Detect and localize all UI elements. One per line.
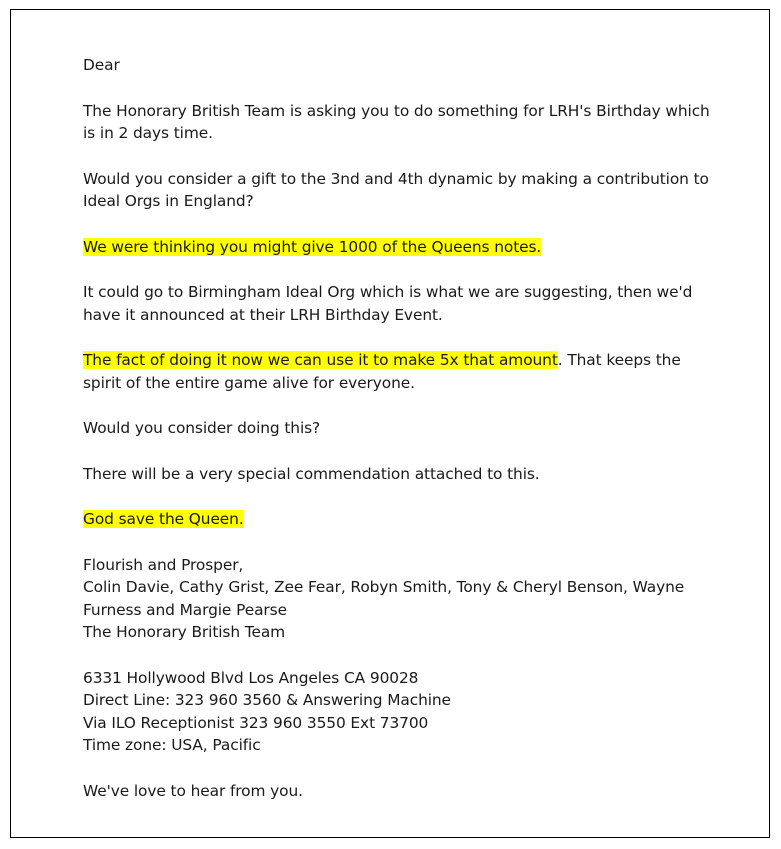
closing-line: We've love to hear from you. (83, 781, 303, 800)
salutation-text: Dear (83, 56, 120, 74)
paragraph-line: Would you consider doing this? (83, 419, 321, 437)
paragraph-text: . That keeps the (557, 351, 681, 369)
paragraph-birmingham (83, 281, 723, 326)
paragraph-request (83, 100, 723, 145)
paragraph-multiplier (83, 349, 723, 394)
paragraph-line: The Honorary British Team is asking you to do something for LRH's Birthday which (83, 101, 710, 120)
signatory-names: Furness and Margie Pearse (83, 600, 287, 619)
paragraph-line: have it announced at their LRH Birthday Event. (83, 305, 443, 324)
paragraph-line: Ideal Orgs in England? (83, 192, 254, 210)
receptionist-line: Via ILO Receptionist 323 960 3550 Ext 73700 (83, 713, 429, 732)
highlighted-text: God save the Queen. (83, 510, 244, 528)
highlighted-text: We were thinking you might give 1000 of the Queens notes. (83, 237, 542, 256)
final-line (83, 780, 723, 803)
paragraph-question (83, 417, 723, 440)
direct-line: Direct Line: 323 960 3560 & Answering Machine (83, 691, 451, 709)
closing: Flourish and Prosper, (83, 555, 244, 574)
team-name: The Honorary British Team (83, 623, 286, 641)
paragraph-commendation (83, 463, 723, 486)
paragraph-line: It could go to Birmingham Ideal Org which is what we are suggesting, then we'd (83, 283, 693, 301)
paragraph-line: There will be a very special commendation attached to this. (83, 464, 540, 483)
address: 6331 Hollywood Blvd Los Angeles CA 90028 (83, 668, 419, 687)
signatory-names: Colin Davie, Cathy Grist, Zee Fear, Robyn Smith, Tony & Cheryl Benson, Wayne (83, 578, 685, 596)
paragraph-line: Would you consider a gift to the 3nd and 4th dynamic by making a contribution to (83, 169, 709, 188)
highlighted-text: The fact of doing it now we can use it to make 5x that amount (83, 351, 558, 369)
contact-block (83, 667, 723, 757)
paragraph-amount (83, 236, 723, 259)
paragraph-gift (83, 168, 723, 213)
timezone: Time zone: USA, Pacific (83, 736, 261, 754)
document-page (10, 9, 770, 838)
signature-block (83, 554, 723, 644)
salutation (83, 54, 723, 77)
letter-body (83, 54, 723, 825)
paragraph-god-save (83, 508, 723, 531)
paragraph-line: is in 2 days time. (83, 124, 213, 142)
paragraph-line: spirit of the entire game alive for everyone. (83, 373, 415, 392)
